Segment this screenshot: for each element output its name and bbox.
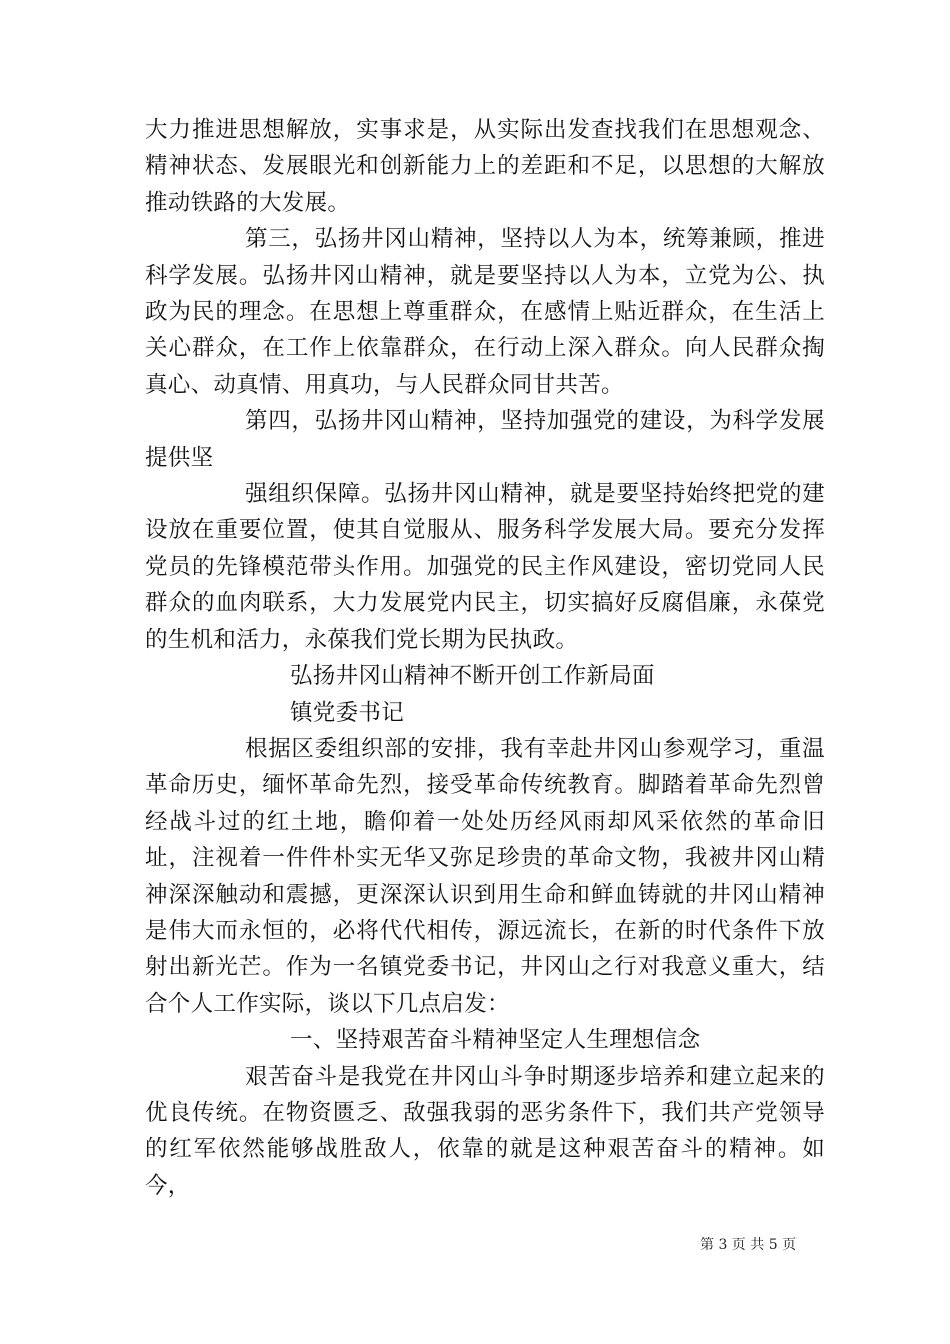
page-number: 第 3 页 共 5 页 — [700, 1237, 797, 1253]
section-heading-1: 一、坚持艰苦奋斗精神坚定人生理想信念 — [290, 1027, 701, 1054]
paragraph-1: 大力推进思想解放，实事求是，从实际出发查找我们在思想观念、精神状态、发展眼光和创新能力上的差距和不足，以思想的大解放推动铁路的大发展。 — [145, 117, 825, 216]
paragraph-5: 根据区委组织部的安排，我有幸赴井冈山参观学习，重温革命历史，缅怀革命先烈，接受革命传统教育。脚踏着革命先烈曾经战斗过的红土地，瞻仰着一处处历经风雨却风采依然的革命旧址，注视着一件件朴实无华又弥足珍贵的革命文物，我被井冈山精神深深触动和震撼，更深深认识到用生命和鲜血铸就的井冈山精神是伟大而永恒的，必将代代相传，源远流长，在新的时代条件下放射出新光芒。作为一名镇党委书记，井冈山之行对我意义重大，结合个人工作实际，谈以下几点启发： — [145, 735, 825, 1017]
article-author: 镇党委书记 — [290, 699, 405, 726]
paragraph-2: 第三，弘扬井冈山精神，坚持以人为本，统筹兼顾，推进科学发展。弘扬井冈山精神，就是要坚持以人为本，立党为公、执政为民的理念。在思想上尊重群众，在感情上贴近群众，在生活上关心群众，在工作上依靠群众，在行动上深入群众。向人民群众掏真心、动真情、用真功，与人民群众同甘共苦。 — [145, 226, 825, 398]
paragraph-6: 艰苦奋斗是我党在井冈山斗争时期逐步培养和建立起来的优良传统。在物资匮乏、敌强我弱的恶劣条件下，我们共产党领导的红军依然能够战胜敌人，依靠的就是这种艰苦奋斗的精神。如今， — [145, 1063, 825, 1199]
article-title: 弘扬井冈山精神不断开创工作新局面 — [290, 663, 655, 690]
document-body — [145, 112, 825, 1204]
paragraph-3: 第四，弘扬井冈山精神，坚持加强党的建设，为科学发展提供坚 — [145, 408, 825, 471]
paragraph-4: 强组织保障。弘扬井冈山精神，就是要坚持始终把党的建设放在重要位置，使其自觉服从、服务科学发展大局。要充分发挥党员的先锋模范带头作用。加强党的民主作风建设，密切党同人民群众的血肉联系，大力发展党内民主，切实搞好反腐倡廉，永葆党的生机和活力，永葆我们党长期为民执政。 — [145, 481, 825, 653]
